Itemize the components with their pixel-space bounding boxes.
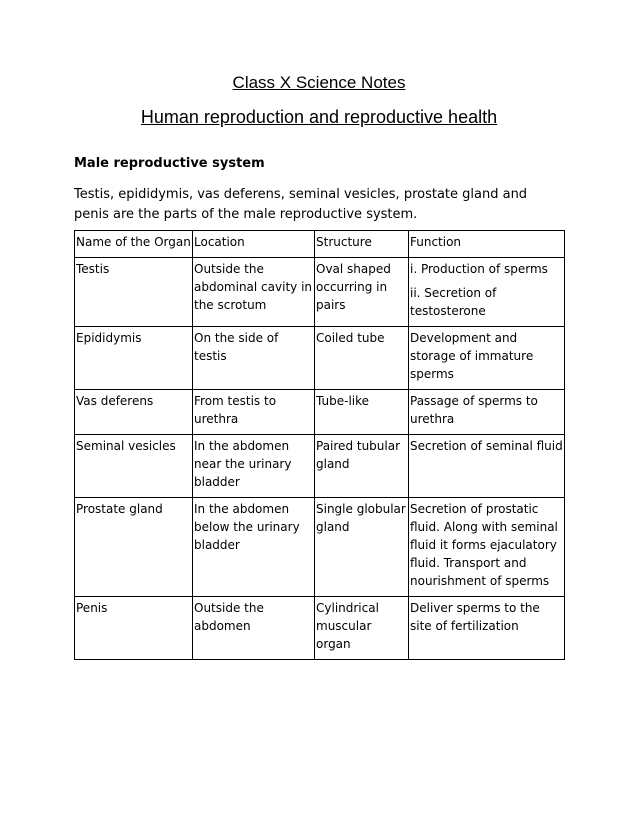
table-row xyxy=(75,435,565,498)
structure-cell: Coiled tube xyxy=(315,327,409,390)
table-row xyxy=(75,390,565,435)
function-cell: Deliver sperms to the site of fertilization xyxy=(409,597,565,660)
header-cell: Structure xyxy=(315,231,409,258)
location-cell: Outside the abdominal cavity in the scrotum xyxy=(193,258,315,327)
organ-name-cell: Epididymis xyxy=(75,327,193,390)
organ-name-cell: Testis xyxy=(75,258,193,327)
document-subtitle: Human reproduction and reproductive health xyxy=(140,107,498,127)
function-cell xyxy=(409,258,565,327)
header-cell: Function xyxy=(409,231,565,258)
function-item: i. Production of sperms xyxy=(410,262,548,276)
section-heading: Male reproductive system xyxy=(74,156,265,171)
organ-name-cell: Seminal vesicles xyxy=(75,435,193,498)
header-cell: Name of the Organ xyxy=(75,231,193,258)
organ-name-cell: Penis xyxy=(75,597,193,660)
table-row xyxy=(75,498,565,597)
structure-cell: Tube-like xyxy=(315,390,409,435)
function-cell: Secretion of prostatic fluid. Along with seminal fluid it forms ejaculatory fluid. Transport and nourishment of sperms xyxy=(409,498,565,597)
structure-cell: Single globular gland xyxy=(315,498,409,597)
function-cell: Development and storage of immature sperms xyxy=(409,327,565,390)
table-header-row xyxy=(75,231,565,258)
organ-name-cell: Prostate gland xyxy=(75,498,193,597)
structure-cell: Paired tubular gland xyxy=(315,435,409,498)
location-cell: In the abdomen below the urinary bladder xyxy=(193,498,315,597)
location-cell: On the side of testis xyxy=(193,327,315,390)
function-item: ii. Secretion of testosterone xyxy=(410,286,497,318)
table-row xyxy=(75,597,565,660)
location-cell: From testis to urethra xyxy=(193,390,315,435)
structure-cell: Cylindrical muscular organ xyxy=(315,597,409,660)
table-row xyxy=(75,258,565,327)
document-title: Class X Science Notes xyxy=(232,73,406,92)
structure-cell: Oval shaped occurring in pairs xyxy=(315,258,409,327)
organ-name-cell: Vas deferens xyxy=(75,390,193,435)
organ-table xyxy=(74,230,565,660)
table-row xyxy=(75,327,565,390)
header-cell: Location xyxy=(193,231,315,258)
function-cell: Passage of sperms to urethra xyxy=(409,390,565,435)
location-cell: In the abdomen near the urinary bladder xyxy=(193,435,315,498)
function-cell: Secretion of seminal fluid xyxy=(409,435,565,498)
location-cell: Outside the abdomen xyxy=(193,597,315,660)
intro-paragraph: Testis, epididymis, vas deferens, seminal vesicles, prostate gland and penis are the parts of the male reproductive system. xyxy=(74,187,528,222)
